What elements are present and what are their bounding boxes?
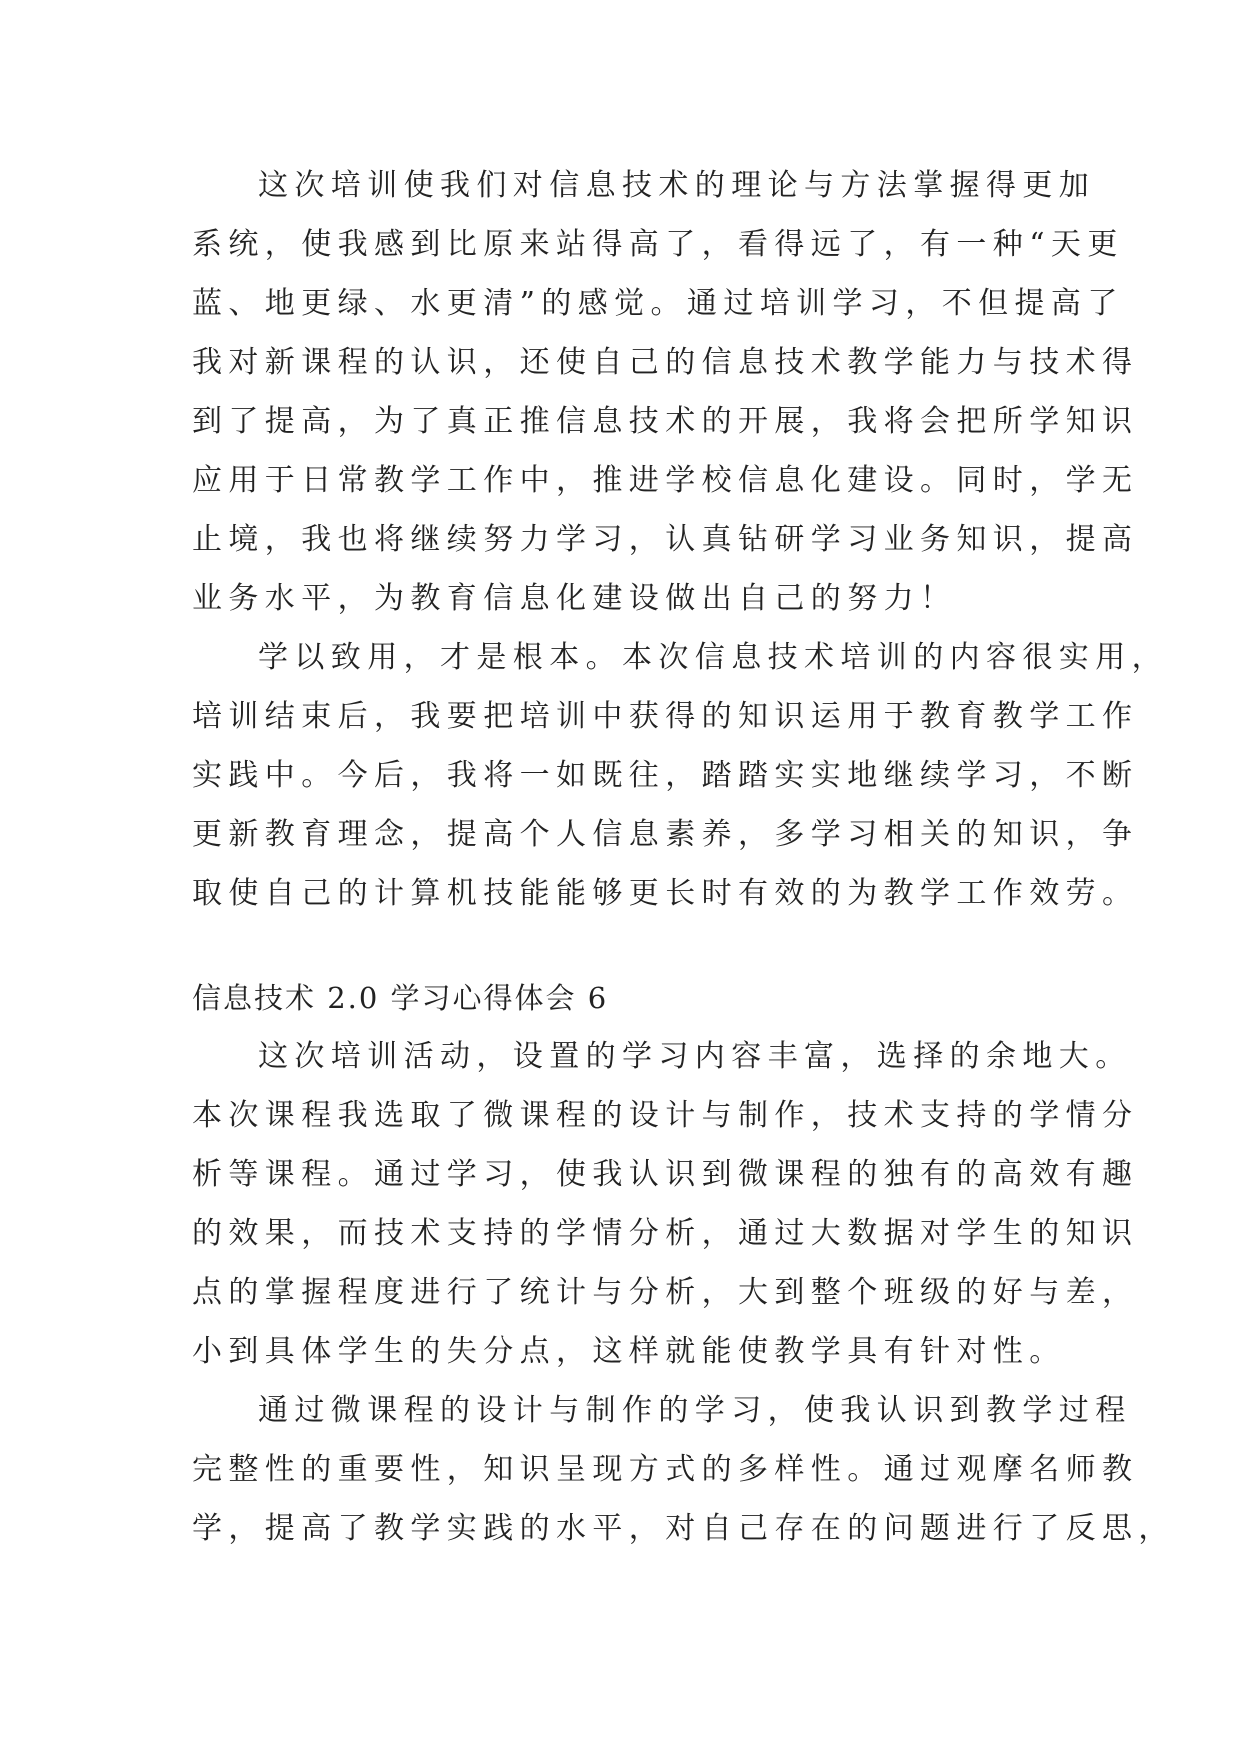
text-line: 的效果，而技术支持的学情分析，通过大数据对学生的知识 [192,1216,1139,1251]
text-line: 业务水平，为教育信息化建设做出自己的努力！ [192,581,957,616]
text-line: 实践中。今后，我将一如既往，踏踏实实地继续学习，不断 [192,758,1139,793]
text-line: 析等课程。通过学习，使我认识到微课程的独有的高效有趣 [192,1157,1139,1192]
text-line: 应用于日常教学工作中，推进学校信息化建设。同时，学无 [192,463,1139,498]
section-heading: 信息技术 2.0 学习心得体会 6 [192,981,609,1015]
text-line: 学以致用，才是根本。本次信息技术培训的内容很实用， [258,640,1168,675]
text-line: 通过微课程的设计与制作的学习，使我认识到教学过程 [258,1393,1132,1428]
text-line: 蓝、地更绿、水更清”的感觉。通过培训学习，不但提高了 [192,286,1124,321]
text-line: 止境，我也将继续努力学习，认真钻研学习业务知识，提高 [192,522,1139,557]
text-line: 完整性的重要性，知识呈现方式的多样性。通过观摩名师教 [192,1452,1139,1487]
text-line: 到了提高，为了真正推信息技术的开展，我将会把所学知识 [192,404,1139,439]
text-line: 本次课程我选取了微课程的设计与制作，技术支持的学情分 [192,1098,1139,1133]
text-line: 小到具体学生的失分点，这样就能使教学具有针对性。 [192,1334,1066,1369]
text-line: 这次培训活动，设置的学习内容丰富，选择的余地大。 [258,1039,1132,1074]
text-line: 这次培训使我们对信息技术的理论与方法掌握得更加 [258,168,1096,203]
text-line: 点的掌握程度进行了统计与分析，大到整个班级的好与差， [192,1275,1139,1310]
text-line: 培训结束后，我要把培训中获得的知识运用于教育教学工作 [192,699,1139,734]
text-line: 学，提高了教学实践的水平，对自己存在的问题进行了反思， [192,1511,1175,1546]
text-line: 系统，使我感到比原来站得高了，看得远了，有一种“天更 [192,227,1124,262]
text-line: 我对新课程的认识，还使自己的信息技术教学能力与技术得 [192,345,1139,380]
text-line: 更新教育理念，提高个人信息素养，多学习相关的知识，争 [192,817,1139,852]
text-line: 取使自己的计算机技能能够更长时有效的为教学工作效劳。 [192,876,1139,911]
